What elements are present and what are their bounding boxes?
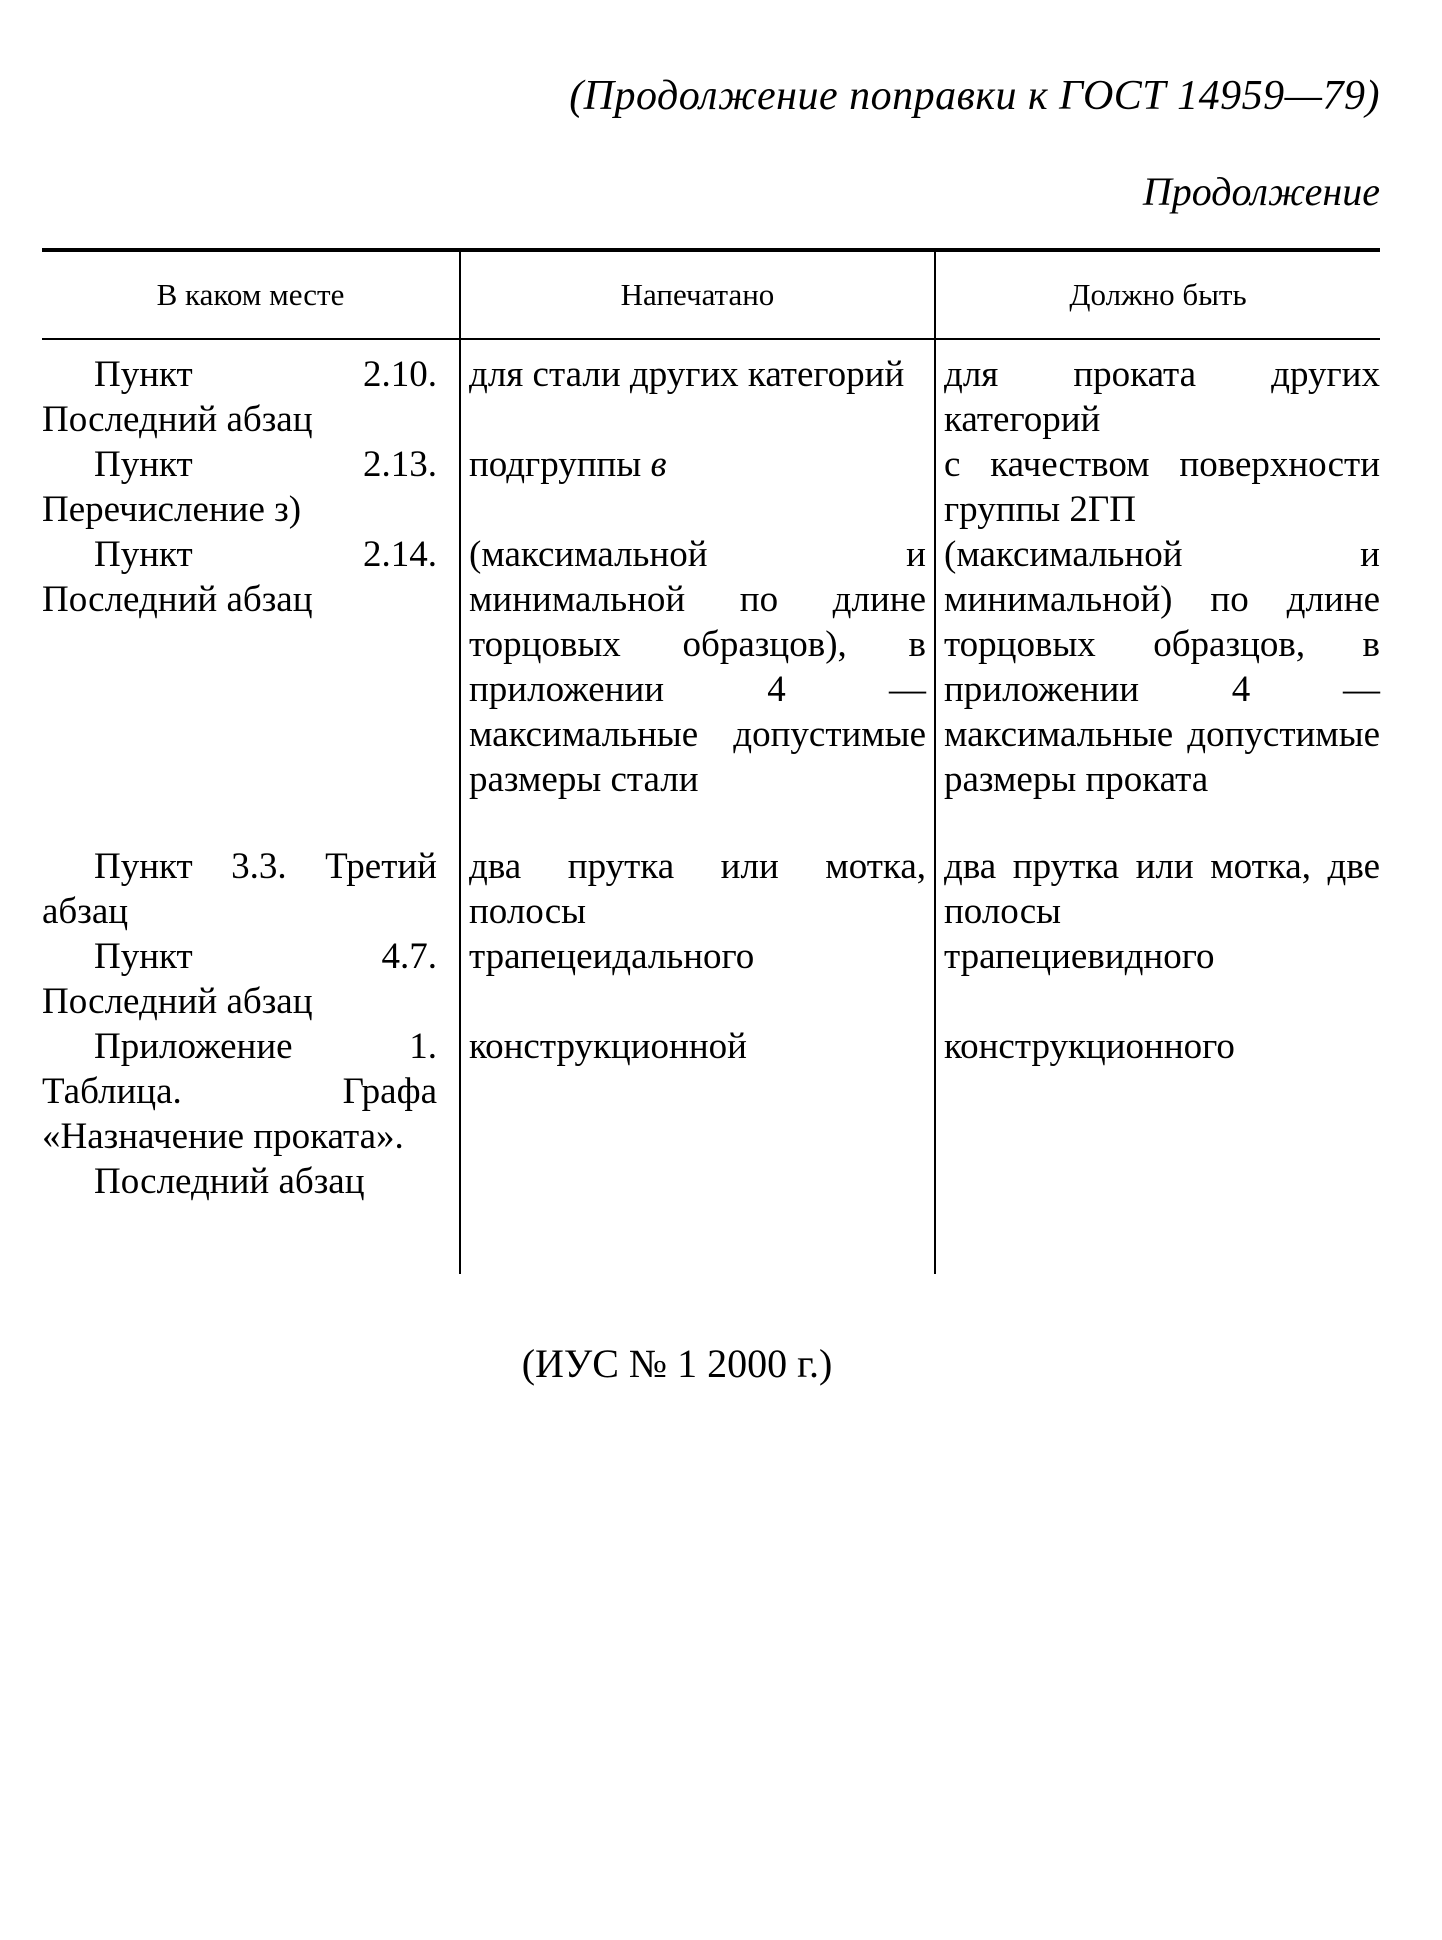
- place-text: Пункт 2.14. Последний абзац: [42, 534, 437, 620]
- cell-printed: конструкционной: [460, 1024, 935, 1274]
- cell-place: [42, 802, 460, 934]
- column-header-place: В каком месте: [42, 250, 460, 339]
- place-extra-text: Последний абзац: [94, 1161, 365, 1202]
- place-text: Пункт 3.3. Третий абзац: [42, 846, 437, 932]
- table-row: [42, 442, 1380, 532]
- cell-should-be: с качеством поверхности группы 2ГП: [935, 442, 1380, 532]
- cell-should-be: трапециевидного: [935, 934, 1380, 1024]
- column-header-should-be: Должно быть: [935, 250, 1380, 339]
- footer-source-note: [0, 1340, 1442, 1387]
- cell-should-be: конструкционного: [935, 1024, 1380, 1274]
- place-text: Пункт 2.13. Перечисление з): [42, 444, 437, 530]
- cell-place: [42, 1024, 460, 1274]
- page-header-title: (Продолжение поправки к ГОСТ 14959—79): [569, 73, 1380, 119]
- printed-text: подгруппы: [469, 444, 651, 485]
- cell-printed: [460, 442, 935, 532]
- place-text: Пункт 4.7. Последний абзац: [42, 936, 437, 1022]
- cell-should-be: два прутка или мотка, две полосы: [935, 802, 1380, 934]
- cell-place: [42, 442, 460, 532]
- place-text: Приложение 1. Таблица. Графа «Назначение проката».: [42, 1026, 437, 1157]
- cell-printed: трапецеидального: [460, 934, 935, 1024]
- printed-italic-letter: в: [650, 444, 667, 485]
- corrections-table: [42, 248, 1380, 1274]
- cell-place: [42, 934, 460, 1024]
- cell-place: [42, 532, 460, 802]
- cell-should-be: для проката других категорий: [935, 339, 1380, 442]
- column-header-printed: Напечатано: [460, 250, 935, 339]
- cell-printed: (максимальной и минимальной по длине торцовых образцов), в приложении 4 — максимальные допустимые размеры стали: [460, 532, 935, 802]
- table-row: [42, 339, 1380, 442]
- table-row: [42, 1024, 1380, 1274]
- cell-printed: для стали других категорий: [460, 339, 935, 442]
- cell-printed: два прутка или мотка, полосы: [460, 802, 935, 934]
- cell-should-be: (максимальной и минимальной) по длине торцовых образцов, в приложении 4 — максимальные допустимые размеры проката: [935, 532, 1380, 802]
- table-row: [42, 532, 1380, 802]
- table-header-row: [42, 250, 1380, 339]
- table-row: [42, 802, 1380, 934]
- place-text: Пункт 2.10. Последний абзац: [42, 354, 437, 440]
- corrections-table-container: [42, 248, 1380, 1274]
- table-row: [42, 934, 1380, 1024]
- continuation-label: Продолжение: [1142, 169, 1380, 214]
- footer-text: (ИУС № 1 2000 г.): [521, 1341, 833, 1386]
- cell-place: [42, 339, 460, 442]
